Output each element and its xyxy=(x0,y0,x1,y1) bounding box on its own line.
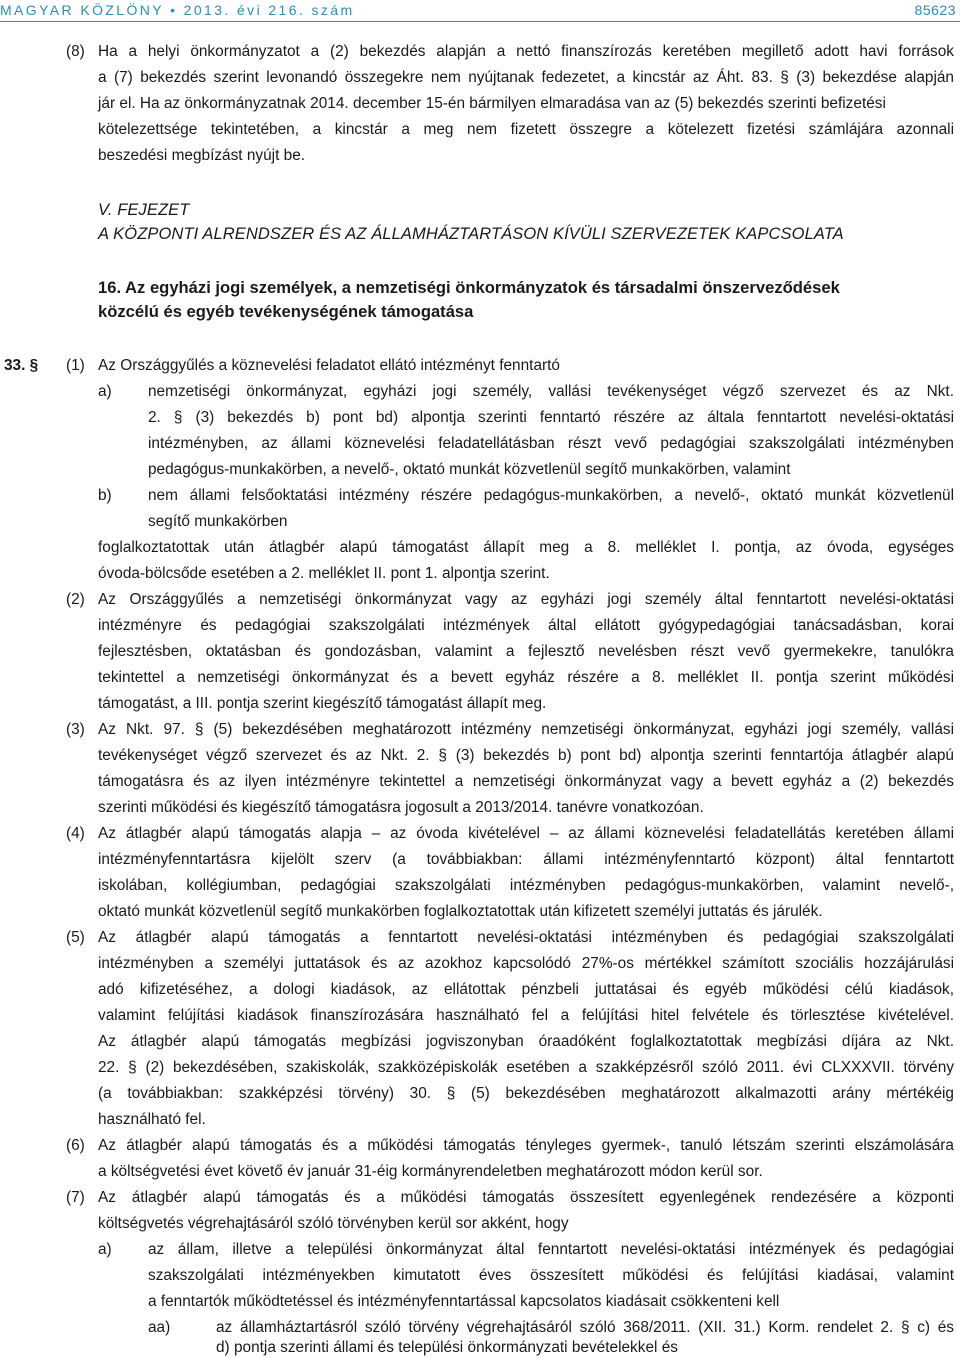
text-line: Az átlagbér alapú támogatás alapja – az óvoda kivételével – az állami köznevelési feladatellátás keretében állami xyxy=(98,825,954,842)
text-line: beszedési megbízást nyújt be. xyxy=(98,147,306,164)
text-line: oktató munkát közvetlenül segítő munkakörben foglalkoztatottak után kifizetett személyi juttatás és járulék. xyxy=(98,903,823,920)
text-line: Az Nkt. 97. § (5) bekezdésében meghatározott intézmény nemzetiségi önkormányzat, egyházi jogi személy, vallási xyxy=(98,721,954,738)
header-publication: MAGYAR KÖZLÖNY • 2013. évi 216. szám xyxy=(0,2,355,18)
text-line: intézményben a személyi juttatások és az azokhoz kapcsolódó 27%-os mértékkel számított szociális hozzájárulási xyxy=(98,955,954,972)
text-line: Az átlagbér alapú támogatás a fenntartott nevelési-oktatási intézményben és pedagógiai szakszolgálati xyxy=(98,929,954,946)
paragraph-label: (8) xyxy=(66,43,85,60)
text-line: valamint felújítási kiadások finanszírozására használható fel a felújítási hitel felvétele és törlesztése kivételével. xyxy=(98,1007,954,1024)
text-line: Az Országgyűlés a nemzetiségi önkormányzat vagy az egyházi jogi személy által fenntartott nevelési-oktatási xyxy=(98,591,954,608)
text-line: támogatásra és az ilyen intézményre tekintettel a nemzetiségi önkormányzat vagy a bevett egyház a (2) bekezdés xyxy=(98,773,954,790)
text-line: használható fel. xyxy=(98,1111,206,1128)
text-line: kötelezettsége tekintetében, a kincstár a meg nem fizetett összegre a kötelezett fizetési számlájára azonnali xyxy=(98,121,954,138)
paragraph-label: (6) xyxy=(66,1137,85,1154)
text-line: intézményre és pedagógiai szakszolgálati intézmények által ellátott gyógypedagógiai tanácsadásban, korai xyxy=(98,617,954,634)
paragraph-label: (5) xyxy=(66,929,85,946)
text-line: pedagógus-munkakörben, a nevelő-, oktató munkát közvetlenül segítő munkakörben, valamint xyxy=(148,461,791,478)
text-line: adó kifizetéséhez, a dologi kiadások, az ellátottak pénzbeli juttatásai és egyéb működési célú kiadások, xyxy=(98,981,954,998)
paragraph-label: (7) xyxy=(66,1189,85,1206)
paragraph-label: (2) xyxy=(66,591,85,608)
text-line: 2. § (3) bekezdés b) pont bd) alpontja szerinti fenntartó részére az általa fenntartott nevelési-oktatási xyxy=(148,409,954,426)
text-line: fejlesztésben, oktatásban és gondozásban, valamint a fejlesztő nevelésben részt vevő gyermekekre, tanulókra xyxy=(98,643,954,660)
paragraph-label: (3) xyxy=(66,721,85,738)
text-line: intézményfenntartásra kijelölt szerv (a továbbiakban: állami intézményfenntartó központ) által fenntartott xyxy=(98,851,954,868)
paragraph-label: (4) xyxy=(66,825,85,842)
point-label: a) xyxy=(98,383,112,400)
point-label: a) xyxy=(98,1241,112,1258)
text-line: Az átlagbér alapú támogatás és a működési támogatás összesített egyenlegének rendezésére a központi xyxy=(98,1189,954,1206)
text-line: az államháztartásról szóló törvény végrehajtásáról szóló 368/2011. (XII. 31.) Korm. rendelet 2. § c) és xyxy=(216,1319,954,1336)
text-line: szerinti működési és kiegészítő támogatásra jogosult a 2013/2014. tanévre vonatkozóan. xyxy=(98,799,704,816)
text-line: 22. § (2) bekezdésében, szakiskolák, szakközépiskolák esetében a szakképzésről szóló 2011. évi CLXXXVII. törvény xyxy=(98,1059,954,1076)
text-line: nemzetiségi önkormányzat, egyházi jogi személy, vallási tevékenységet végző szervezet és az Nkt. xyxy=(148,383,954,400)
text-line: Az átlagbér alapú támogatás és a működési támogatás tényleges gyermek-, tanuló létszám szerinti elszámolására xyxy=(98,1137,954,1154)
text-line: Az Országgyűlés a köznevelési feladatot ellátó intézményt fenntartó xyxy=(98,357,560,374)
text-line: az állam, illetve a települési önkormányzat által fenntartott nevelési-oktatási intézmények és pedagógiai xyxy=(148,1241,954,1258)
point-label: b) xyxy=(98,487,112,504)
text-line: a fenntartók működtetéssel és intézményfenntartással kapcsolatos kiadásait csökkenteni kell xyxy=(148,1293,780,1310)
text-line: segítő munkakörben xyxy=(148,513,288,530)
section-33-label: 33. § xyxy=(4,357,39,374)
text-line: (a továbbiakban: szakképzési törvény) 30. § (5) bekezdésében meghatározott alkalmazotti arány mértékéig xyxy=(98,1085,954,1102)
text-line: Ha a helyi önkormányzatot a (2) bekezdés alapján a nettó finanszírozás keretében megillető adott havi források xyxy=(98,43,954,60)
page-header xyxy=(0,0,960,22)
chapter-number: V. FEJEZET xyxy=(98,201,190,219)
text-line: intézményben, az állami köznevelési feladatellátásban részt vevő pedagógiai szakszolgálati intézményben xyxy=(148,435,954,452)
section-title-line: közcélú és egyéb tevékenységének támogatása xyxy=(98,302,474,321)
text-line: jár el. Ha az önkormányzatnak 2014. december 15-én bármilyen elmaradása van az (5) bekezdés szerinti befizetési xyxy=(98,95,886,112)
text-line: tekintettel a nemzetiségi önkormányzat és a bevett egyház részére a 8. melléklet II. pontja szerint működési xyxy=(98,669,954,686)
text-line: nem állami felsőoktatási intézmény részére pedagógus-munkakörben, a nevelő-, oktató munkát közvetlenül xyxy=(148,487,954,504)
text-line: óvoda-bölcsőde esetében a 2. melléklet II. pont 1. alpontja szerint. xyxy=(98,565,550,582)
text-line: költségvetés végrehajtásáról szóló törvényben kerül sor akként, hogy xyxy=(98,1215,569,1232)
text-line: a költségvetési évet követő év január 31-éig kormányrendeletben meghatározott módon kerül sor. xyxy=(98,1163,763,1180)
paragraph-label: (1) xyxy=(66,357,85,374)
header-rule xyxy=(0,21,960,22)
header-page-number: 85623 xyxy=(914,2,956,18)
text-line: tevékenységet végző szervezet és az Nkt. 2. § (3) bekezdés b) pont bd) alpontja szerinti fenntartója átlagbér alapú xyxy=(98,747,954,764)
section-title-line: 16. Az egyházi jogi személyek, a nemzetiségi önkormányzatok és társadalmi önszerveződések xyxy=(98,278,840,297)
text-line: támogatást, a III. pontja szerint kiegészítő támogatást állapít meg. xyxy=(98,695,547,712)
text-line: iskolában, kollégiumban, pedagógiai szakszolgálati intézményben pedagógus-munkakörben, valamint nevelő-, xyxy=(98,877,954,894)
text-line: d) pontja szerinti állami és települési önkormányzati bevételekkel és xyxy=(216,1339,678,1356)
text-line: foglalkoztatottak után átlagbér alapú támogatást állapít meg a 8. melléklet I. pontja, az óvoda, egységes xyxy=(98,539,954,556)
subpoint-label: aa) xyxy=(148,1319,171,1336)
text-line: a (7) bekezdés szerint levonandó összegekre nem nyújtanak fedezetet, a kincstár az Áht. 83. § (3) bekezdése alapján xyxy=(98,69,954,86)
text-line: szakszolgálati intézményekben kimutatott éves összesített működési és felújítási kiadásai, valamint xyxy=(148,1267,954,1284)
chapter-title: A KÖZPONTI ALRENDSZER ÉS AZ ÁLLAMHÁZTARTÁSON KÍVÜLI SZERVEZETEK KAPCSOLATA xyxy=(98,225,844,243)
text-line: Az átlagbér alapú támogatás megbízási jogviszonyban óraadóként foglalkoztatottak megbízási díjára az Nkt. xyxy=(98,1033,954,1050)
